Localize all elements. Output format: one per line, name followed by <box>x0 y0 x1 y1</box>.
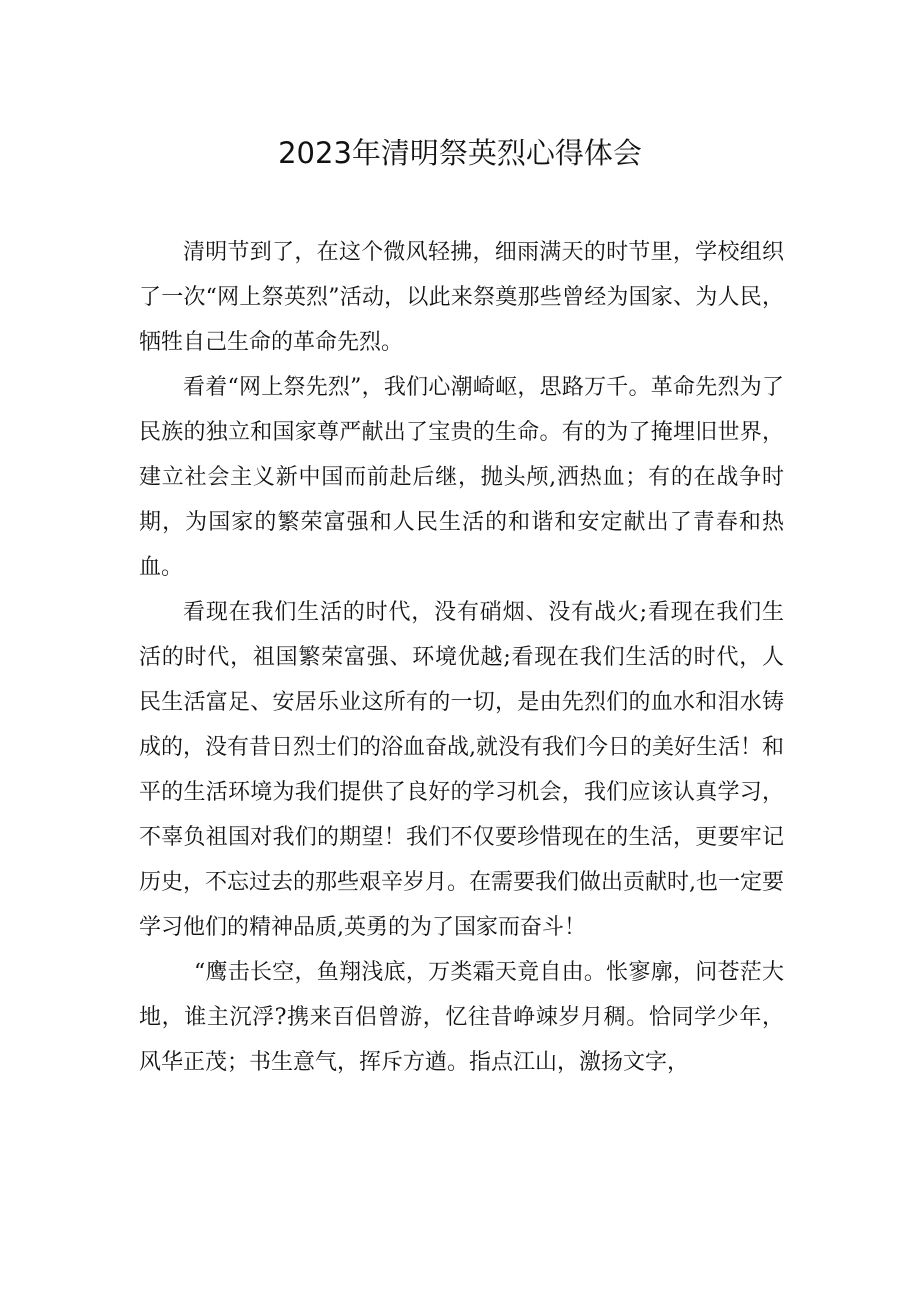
paragraph-intro: 清明节到了，在这个微风轻拂，细雨满天的时节里，学校组织了一次“网上祭英烈”活动，以此来祭奠那些曾经为国家、为人民，牺牲自己生命的革命先烈。 <box>139 240 784 355</box>
paragraph-present-life: 看现在我们生活的时代，没有硝烟、没有战火;看现在我们生活的时代，祖国繁荣富强、环境优越;看现在我们生活的时代，人民生活富足、安居乐业这所有的一切，是由先烈们的血水和泪水铸成的，没有昔日烈士们的浴血奋战,就没有我们今日的美好生活！和平的生活环境为我们提供了良好的学习机会，我们应该认真学习，不辜负祖国对我们的期望！我们不仅要珍惜现在的生活，更要牢记历史，不忘过去的那些艰辛岁月。在需要我们做出贡献时,也一定要学习他们的精神品质,英勇的为了国家而奋斗！ <box>139 600 784 940</box>
document-title: 2023年清明祭英烈心得体会 <box>278 136 642 170</box>
paragraph-martyrs: 看着“网上祭先烈”，我们心潮崎岖，思路万千。革命先烈为了民族的独立和国家尊严献出了宝贵的生命。有的为了掩埋旧世界，建立社会主义新中国而前赴后继，抛头颅,洒热血；有的在战争时期，为国家的繁荣富强和人民生活的和谐和安定献出了青春和热血。 <box>139 375 784 580</box>
document-body <box>139 230 784 1085</box>
paragraph-poem-quote: “鹰击长空，鱼翔浅底，万类霜天竟自由。怅寥廓，问苍茫大地，谁主沉浮?携来百侣曾游，忆往昔峥竦岁月稠。恰同学少年，风华正茂；书生意气，挥斥方遒。指点江山，激扬文字， <box>139 960 784 1075</box>
